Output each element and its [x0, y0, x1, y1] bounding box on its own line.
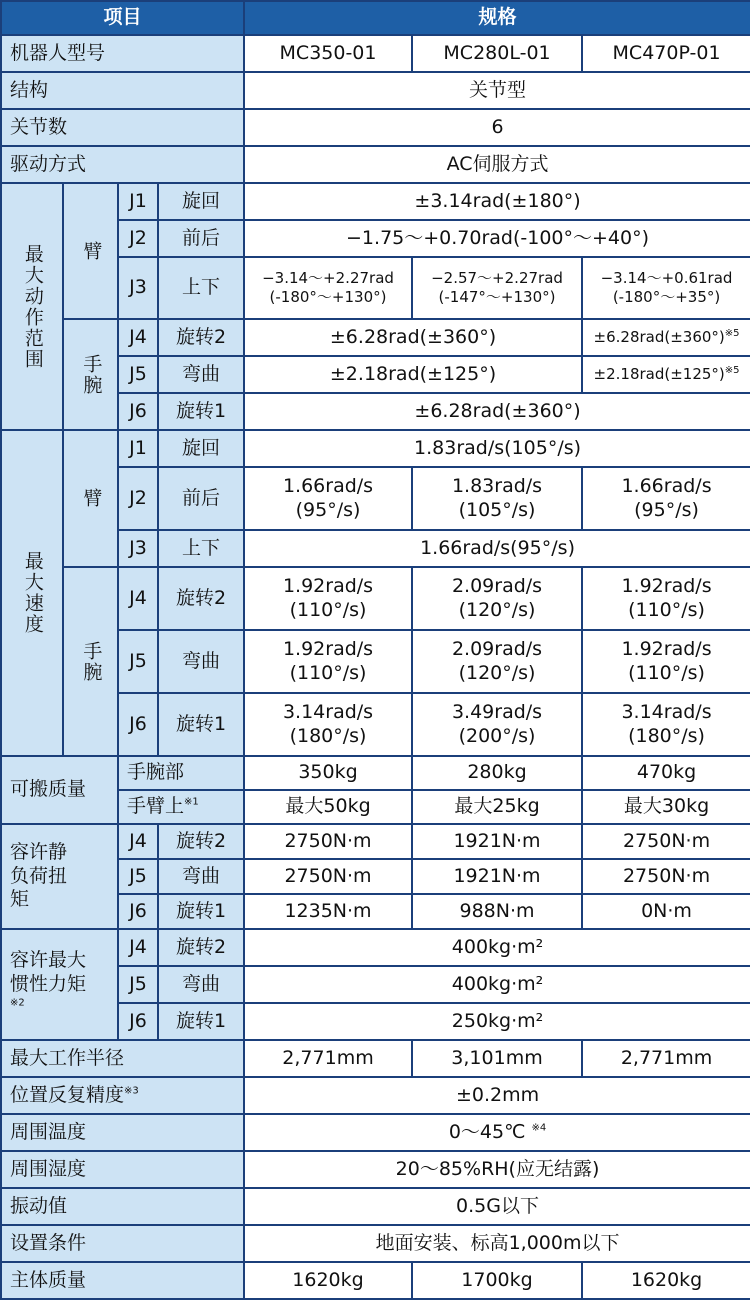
joint-name: 前后 [158, 467, 244, 530]
joint-id: J5 [118, 966, 158, 1003]
mass-1: 1620kg [244, 1262, 412, 1299]
footnote-mark: ※5 [724, 365, 740, 377]
value-line: 3.14rad/s [282, 700, 374, 723]
joint-id: J1 [118, 430, 158, 467]
joint-name: 旋转1 [158, 393, 244, 430]
joints-value: 6 [244, 109, 750, 146]
joint-id: J6 [118, 1003, 158, 1040]
install-label: 设置条件 [1, 1225, 244, 1262]
torque-label: 容许静负荷扭矩 [1, 824, 118, 929]
value-line: (110°/s) [628, 598, 705, 621]
speed-j6-value-1 [244, 693, 412, 756]
joint-id: J5 [118, 630, 158, 693]
payload-arm-label [118, 790, 244, 824]
radius-label: 最大工作半径 [1, 1040, 244, 1077]
value-line: (180°/s) [289, 724, 367, 747]
joint-id: J4 [118, 567, 158, 630]
header-spec: 规格 [244, 1, 750, 35]
joint-name: 弯曲 [158, 630, 244, 693]
joint-id: J6 [118, 894, 158, 929]
value-line: 1.66rad/s [282, 474, 374, 497]
payload-arm-2: 最大25kg [412, 790, 582, 824]
value-line: (105°/s) [458, 498, 536, 521]
value-text: ±2.18rad(±125°) [593, 365, 725, 384]
inertia-j5-value: 400kg·m² [244, 966, 750, 1003]
payload-label: 可搬质量 [1, 756, 118, 824]
joint-name: 旋转2 [158, 824, 244, 859]
table-row [1, 1225, 750, 1262]
payload-wrist-2: 280kg [412, 756, 582, 790]
structure-label: 结构 [1, 72, 244, 109]
value-line: 1.66rad/s [621, 474, 712, 497]
joint-id: J4 [118, 319, 158, 356]
joint-name: 弯曲 [158, 356, 244, 393]
payload-wrist-3: 470kg [582, 756, 750, 790]
radius-1: 2,771mm [244, 1040, 412, 1077]
joint-id: J4 [118, 929, 158, 966]
speed-j1-value: 1.83rad/s(105°/s) [244, 430, 750, 467]
table-row [1, 1114, 750, 1151]
joint-name: 旋转2 [158, 567, 244, 630]
range-j3-value-2: −2.57～+2.27rad (-147°～+130°) [412, 257, 582, 319]
value-line: (180°/s) [628, 724, 705, 747]
value-line: 1.92rad/s [282, 637, 374, 660]
torque-j4-3: 2750N·m [582, 824, 750, 859]
value-text: 0～45℃ [448, 1120, 526, 1143]
torque-j5-1: 2750N·m [244, 859, 412, 894]
speed-wrist-label: 手腕 [63, 567, 118, 756]
speed-j4-value-3 [582, 567, 750, 630]
mass-2: 1700kg [412, 1262, 582, 1299]
table-row [1, 824, 750, 859]
humidity-label: 周围湿度 [1, 1151, 244, 1188]
temp-value [244, 1114, 750, 1151]
range-j6-value: ±6.28rad(±360°) [244, 393, 750, 430]
value-line: 3.49rad/s [451, 700, 543, 723]
joint-id: J2 [118, 467, 158, 530]
joint-name: 旋回 [158, 430, 244, 467]
joint-name: 前后 [158, 220, 244, 257]
joint-id: J6 [118, 393, 158, 430]
install-value: 地面安装、标高1,000m以下 [244, 1225, 750, 1262]
joint-id: J5 [118, 356, 158, 393]
speed-label: 最大速度 [1, 430, 63, 756]
speed-arm-label: 臂 [63, 430, 118, 567]
radius-2: 3,101mm [412, 1040, 582, 1077]
table-row [1, 1151, 750, 1188]
range-label: 最大动作范围 [1, 183, 63, 430]
joint-name: 旋转1 [158, 693, 244, 756]
payload-wrist-label: 手腕部 [118, 756, 244, 790]
drive-value: AC伺服方式 [244, 146, 750, 183]
value-line: 3.14rad/s [621, 700, 712, 723]
speed-j2-value-3 [582, 467, 750, 530]
value-line: (120°/s) [458, 598, 536, 621]
header-item: 项目 [1, 1, 244, 35]
joint-id: J4 [118, 824, 158, 859]
speed-j5-value-1 [244, 630, 412, 693]
footnote-mark: ※5 [724, 328, 740, 340]
vibration-label: 振动值 [1, 1188, 244, 1225]
range-arm-label: 臂 [63, 183, 118, 319]
structure-value: 关节型 [244, 72, 750, 109]
payload-wrist-1: 350kg [244, 756, 412, 790]
value-line: (95°/s) [295, 498, 361, 521]
speed-j2-value-2 [412, 467, 582, 530]
speed-j3-value: 1.66rad/s(95°/s) [244, 530, 750, 567]
torque-j6-3: 0N·m [582, 894, 750, 929]
table-row [1, 1188, 750, 1225]
table-row [1, 1040, 750, 1077]
joint-name: 旋转2 [158, 929, 244, 966]
inertia-label [1, 929, 118, 1040]
joint-name: 旋转2 [158, 319, 244, 356]
vibration-value: 0.5G以下 [244, 1188, 750, 1225]
payload-arm-1: 最大50kg [244, 790, 412, 824]
value-line: 2.09rad/s [451, 637, 543, 660]
joint-name: 弯曲 [158, 966, 244, 1003]
joint-name: 旋转1 [158, 894, 244, 929]
value-line: (110°/s) [628, 661, 705, 684]
range-j5-value-3 [582, 356, 750, 393]
torque-j5-3: 2750N·m [582, 859, 750, 894]
label-text: 位置反复精度 [10, 1083, 125, 1106]
joint-id: J1 [118, 183, 158, 220]
joint-id: J3 [118, 257, 158, 319]
joint-id: J6 [118, 693, 158, 756]
speed-j2-value-1 [244, 467, 412, 530]
mass-3: 1620kg [582, 1262, 750, 1299]
label-text: 手臂上 [127, 795, 185, 818]
joint-id: J5 [118, 859, 158, 894]
value-line: (110°/s) [289, 598, 367, 621]
model-label: 机器人型号 [1, 35, 244, 72]
payload-arm-3: 最大30kg [582, 790, 750, 824]
joints-label: 关节数 [1, 109, 244, 146]
table-row [1, 35, 750, 72]
speed-j6-value-2 [412, 693, 582, 756]
speed-j5-value-2 [412, 630, 582, 693]
radius-3: 2,771mm [582, 1040, 750, 1077]
drive-label: 驱动方式 [1, 146, 244, 183]
footnote-mark: ※4 [531, 1122, 547, 1134]
table-row [1, 756, 750, 790]
table-row [1, 183, 750, 220]
value-line: 1.92rad/s [621, 574, 712, 597]
table-row [1, 72, 750, 109]
range-j3-value-1: −3.14～+2.27rad (-180°～+130°) [244, 257, 412, 319]
range-j2-value: −1.75～+0.70rad(-100°～+40°) [244, 220, 750, 257]
value-text: ±6.28rad(±360°) [593, 328, 725, 347]
model-1: MC350-01 [244, 35, 412, 72]
inertia-j6-value: 250kg·m² [244, 1003, 750, 1040]
value-line: (110°/s) [289, 661, 367, 684]
joint-id: J3 [118, 530, 158, 567]
value-line: 1.83rad/s [451, 474, 543, 497]
footnote-mark: ※3 [124, 1085, 139, 1097]
value-line: 2.09rad/s [451, 574, 543, 597]
speed-j6-value-3 [582, 693, 750, 756]
footnote-mark: ※2 [10, 998, 25, 1010]
model-3: MC470P-01 [582, 35, 750, 72]
table-row [1, 567, 750, 630]
speed-j5-value-3 [582, 630, 750, 693]
range-j1-value: ±3.14rad(±180°) [244, 183, 750, 220]
joint-name: 旋转1 [158, 1003, 244, 1040]
torque-j6-2: 988N·m [412, 894, 582, 929]
value-line: (120°/s) [458, 661, 536, 684]
torque-j6-1: 1235N·m [244, 894, 412, 929]
value-line: 1.92rad/s [282, 574, 374, 597]
range-wrist-label: 手腕 [63, 319, 118, 430]
table-row [1, 1262, 750, 1299]
humidity-value: 20～85%RH(应无结露) [244, 1151, 750, 1188]
value-line: (200°/s) [458, 724, 536, 747]
model-2: MC280L-01 [412, 35, 582, 72]
joint-id: J2 [118, 220, 158, 257]
range-j5-value: ±2.18rad(±125°) [244, 356, 582, 393]
torque-j4-2: 1921N·m [412, 824, 582, 859]
speed-j4-value-2 [412, 567, 582, 630]
value-line: (95°/s) [634, 498, 699, 521]
footnote-mark: ※1 [184, 796, 199, 808]
joint-name: 旋回 [158, 183, 244, 220]
joint-name: 上下 [158, 257, 244, 319]
table-row [1, 109, 750, 146]
value-line: 1.92rad/s [621, 637, 712, 660]
table-row [1, 1077, 750, 1114]
table-row [1, 146, 750, 183]
label-text: 容许最大惯性力矩 [10, 948, 87, 995]
inertia-j4-value: 400kg·m² [244, 929, 750, 966]
repeat-value: ±0.2mm [244, 1077, 750, 1114]
joint-name: 上下 [158, 530, 244, 567]
range-j4-value: ±6.28rad(±360°) [244, 319, 582, 356]
table-row [1, 319, 750, 356]
joint-name: 弯曲 [158, 859, 244, 894]
speed-j4-value-1 [244, 567, 412, 630]
table-row [1, 430, 750, 467]
mass-label: 主体质量 [1, 1262, 244, 1299]
range-j3-value-3: −3.14～+0.61rad (-180°～+35°) [582, 257, 750, 319]
torque-j4-1: 2750N·m [244, 824, 412, 859]
range-j4-value-3 [582, 319, 750, 356]
torque-j5-2: 1921N·m [412, 859, 582, 894]
table-row [1, 929, 750, 966]
repeat-label [1, 1077, 244, 1114]
temp-label: 周围温度 [1, 1114, 244, 1151]
